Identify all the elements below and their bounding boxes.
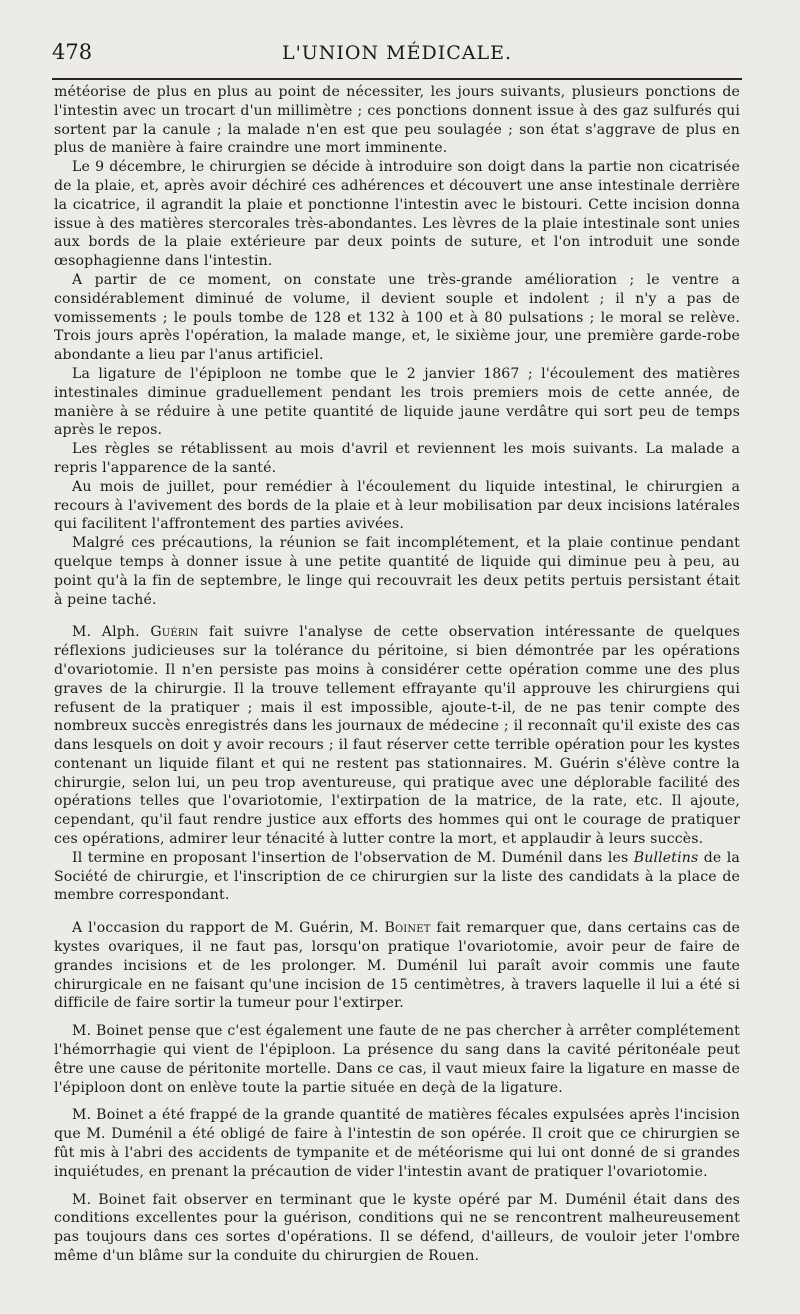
paragraph: M. Boinet a été frappé de la grande quantité de matières fécales expulsées après l'incision que M. Duménil a été obligé de faire à l'intestin de son opérée. Il croit que ce chirurgien se fût mis à l'abri des accidents de tympanite et de météorisme qui lui ont donné de si grandes inquiétudes, en prenant la précaution de vider l'intestin avant de pratiquer l'ovariotomie. [54,1107,740,1180]
paragraph: Au mois de juillet, pour remédier à l'écoulement du liquide intestinal, le chirurgien a recours à l'avivement des bords de la plaie et à leur mobilisation par deux incisions latérales qui facilitent l'affrontement des parties avivées. [54,478,740,533]
paragraph: Les règles se rétablissent au mois d'avril et reviennent les mois suivants. La malade a repris l'apparence de la santé. [54,441,740,476]
paragraph: Le 9 décembre, le chirurgien se décide à introduire son doigt dans la partie non cicatrisée de la plaie, et, après avoir déchiré ces adhérences et découvert une anse intestinale derrière la cicatrice, il agrandit la plaie et ponctionne l'intestin avec le bistouri. Cette incision donna issue à des matières stercorales très-abondantes. Les lèvres de la plaie intestinale sont unies aux bords de la plaie extérieure par deux points de suture, et l'on introduit une sonde œsophagienne dans l'intestin. [54,159,740,270]
paragraph-boinet-remarks [54,919,740,1013]
article-body [54,83,740,1266]
header-rule [52,78,742,80]
paragraph-text: Il termine en proposant l'insertion de l'observation de M. Duménil dans les [72,849,634,866]
paragraph-guerin-reflections [54,623,740,849]
speaker-name: Guérin [150,624,199,641]
page-header [52,40,742,68]
bulletins-title: Bulletins [633,849,699,866]
paragraph: A partir de ce moment, on constate une très-grande amélioration ; le ventre a considérablement diminué de volume, il devient souple et indolent ; il n'y a pas de vomissements ; le pouls tombe de 128 et 132 à 100 et à 80 pulsations ; le moral se relève. Trois jours après l'opération, la malade mange, et, le sixième jour, une première garde-robe abondante a lieu par l'anus artificiel. [54,271,740,364]
paragraph-text: fait remarquer que, dans certains cas de kystes ovariques, il ne faut pas, lorsqu'on pratique l'ovariotomie, avoir peur de faire de grandes incisions et de les prolonger. M. Duménil lui paraît avoir commis une faute chirurgicale en ne faisant qu'une incision de 15 centimètres, à travers laquelle il lui a été si difficile de faire sortir la tumeur pour l'extirper. [54,920,740,1012]
speaker-prefix: M. Alph. [72,624,151,641]
paragraph: La ligature de l'épiploon ne tombe que le 2 janvier 1867 ; l'écoulement des matières intestinales diminue graduellement pendant les trois premiers mois de cette année, de manière à se réduire à une petite quantité de liquide jaune verdâtre qui sort peu de temps après le repos. [54,365,740,439]
paragraph: M. Boinet pense que c'est également une faute de ne pas chercher à arrêter complétement l'hémorrhagie qui vient de l'épiploon. La présence du sang dans la cavité péritonéale peut être une cause de péritonite mortelle. Dans ce cas, il vaut mieux faire la ligature en masse de l'épiploon dont on enlève toute la partie située en deçà de la ligature. [54,1023,740,1096]
speaker-name: Boinet [384,920,431,937]
paragraph-text: fait suivre l'analyse de cette observation intéressante de quelques réflexions judicieuses sur la tolérance du péritoine, si bien démontrée par les opérations d'ovariotomie. Il n'en persiste pas moins à considérer cette opération comme une des plus graves de la chirurgie. Il la trouve tellement effrayante qu'il approuve les chirurgiens qui refusent de la pratiquer ; mais il est impossible, ajoute-t-il, de ne pas tenir compte des nombreux succès enregistrés dans les journaux de médecine ; il reconnaît qu'il existe des cas dans lesquels on doit y avoir recours ; il faut réserver cette terrible opération pour les kystes contenant un liquide filant et qui ne restent pas stationnaires. M. Guérin s'élève contre la chirurgie, selon lui, un peu trop aventureuse, qui pratique avec une déplorable facilité des opérations telles que l'ovariotomie, l'extirpation de la matrice, de la rate, etc. Il ajoute, cependant, qu'il faut rendre justice aux efforts des hommes qui ont le courage de pratiquer ces opérations, admirer leur ténacité à lutter contre la mort, et applaudir à leurs succès. [54,624,740,848]
paragraph: M. Boinet fait observer en terminant que le kyste opéré par M. Duménil était dans des conditions excellentes pour la guérison, conditions qui ne se rencontrent malheureusement pas toujours dans ces sortes d'opérations. Il se défend, d'ailleurs, de vouloir jeter l'ombre même d'un blâme sur la conduite du chirurgien de Rouen. [54,1191,740,1265]
paragraph-text: de la Société de chirurgie, et l'inscription de ce chirurgien sur la liste des candidats à la place de membre correspondant. [54,849,740,904]
paragraph: Malgré ces précautions, la réunion se fait incomplétement, et la plaie continue pendant quelque temps à donner issue à une petite quantité de liquide qui diminue peu à peu, au point qu'à la fin de septembre, le linge qui recouvrait les deux petits pertuis persistant était à peine taché. [54,535,740,608]
paragraph-text: A l'occasion du rapport de M. Guérin, M. [72,920,385,937]
paragraph: météorise de plus en plus au point de nécessiter, les jours suivants, plusieurs ponctions de l'intestin avec un trocart d'un millimètre ; ces ponctions donnent issue à des gaz sulfurés qui sortent par la canule ; la malade n'en est que peu soulagée ; son état s'aggrave de plus en plus de manière à faire craindre une mort imminente. [54,84,740,157]
paragraph-guerin-proposal [54,849,740,905]
journal-title: L'UNION MÉDICALE. [281,42,513,64]
page-number: 478 [52,40,93,64]
